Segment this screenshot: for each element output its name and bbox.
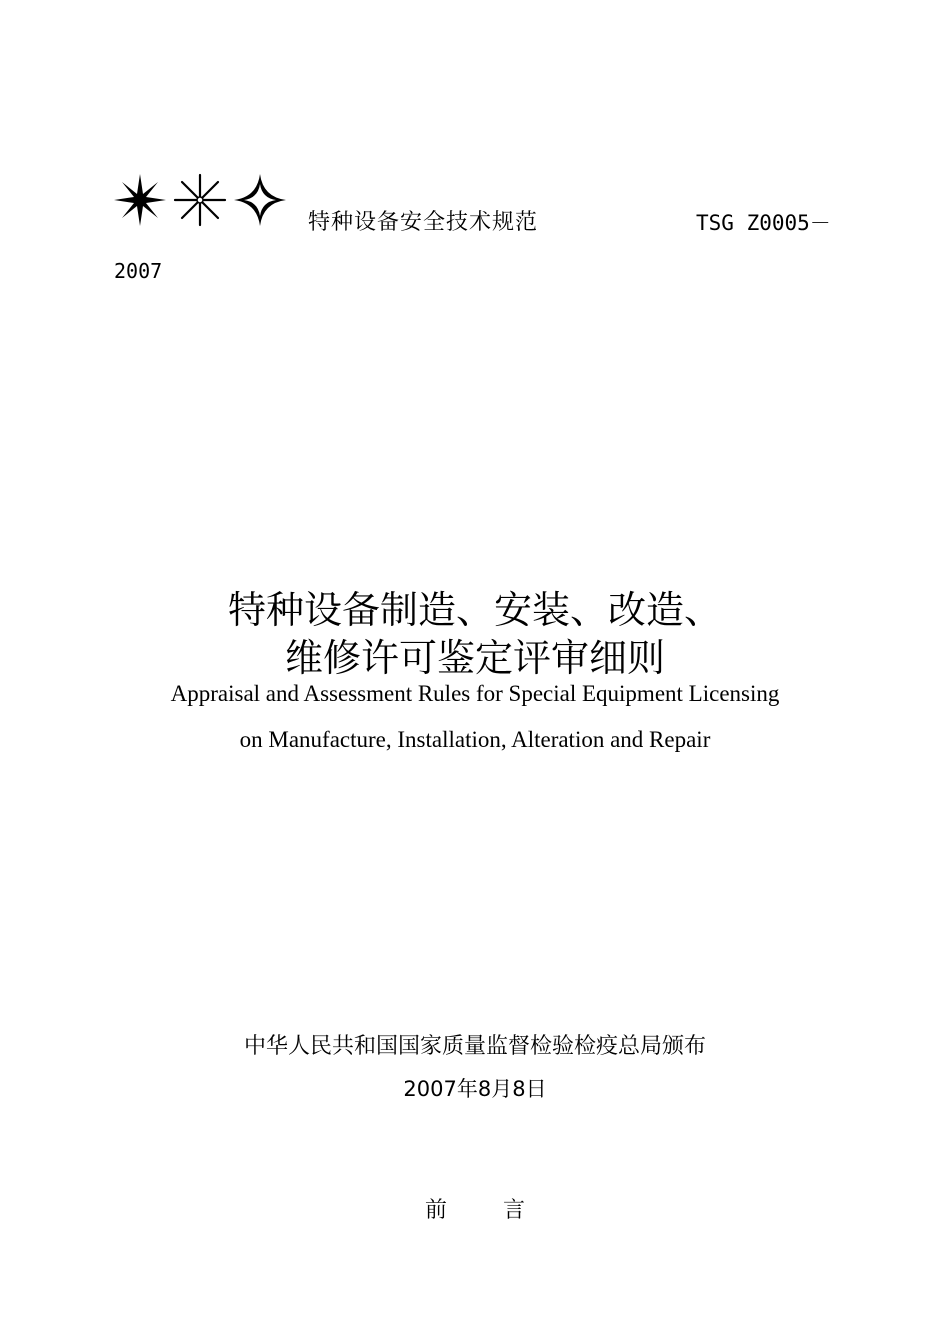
standard-code: TSG Z0005－ <box>696 211 831 235</box>
series-name: 特种设备安全技术规范 <box>308 210 539 235</box>
standard-code-year: 2007 <box>114 259 163 283</box>
four-pointed-star-icon <box>232 172 288 228</box>
issue-date: 2007年8月8日 <box>403 1077 547 1101</box>
preface-char-2: 言 <box>503 1198 526 1223</box>
title-cn-line1: 特种设备制造、安装、改造、 <box>227 588 722 632</box>
preface-heading <box>0 1193 950 1224</box>
asterisk-star-icon <box>172 172 228 228</box>
header-symbols <box>112 172 288 228</box>
issuer: 中华人民共和国国家质量监督检验检疫总局颁布 <box>243 1034 706 1059</box>
eight-pointed-star-icon <box>112 172 168 228</box>
title-en-line2: on Manufacture, Installation, Alteration and Repair <box>239 727 711 752</box>
title-en-line1: Appraisal and Assessment Rules for Special Equipment Licensing <box>170 681 780 706</box>
preface-char-1: 前 <box>424 1198 447 1223</box>
title-cn-line2: 维修许可鉴定评审细则 <box>284 636 665 680</box>
